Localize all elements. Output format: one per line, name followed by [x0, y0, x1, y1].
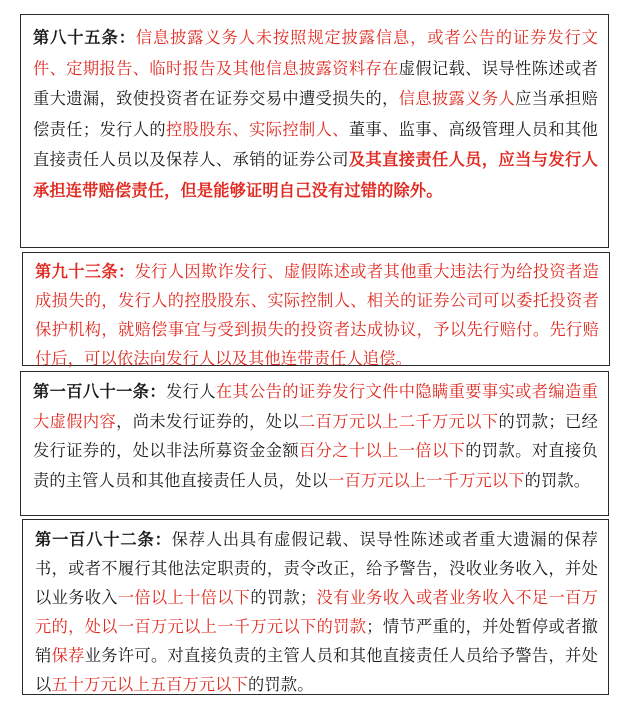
article-85-title: 第八十五条：: [33, 28, 136, 47]
article-text: 的罚款；已经发行证券的，处以非法所募资金金额: [33, 411, 599, 460]
article-text: 业务许可。对直接负责的主管人员和其他直接责任人员给予警告，并处以: [35, 646, 599, 694]
article-text: 的罚款。: [248, 675, 314, 694]
article-text: 一百万元以上一千万元以下: [327, 470, 525, 490]
article-text: 没有业务收入或者业务收入不足一百万元的，处以一百万元以上一千万元以下的罚款: [35, 588, 598, 636]
article-text: ；情节严重的，并处暂停或者撤销: [35, 617, 598, 665]
article-text: 一倍以上十倍以下: [117, 588, 251, 607]
article-text: 发行人: [166, 382, 216, 401]
article-text: 的罚款；: [250, 588, 317, 607]
article-85-box: [20, 14, 609, 248]
article-text: ，尚未发行证券的，处以: [116, 411, 299, 431]
article-181-title: 第一百八十一条：: [33, 382, 166, 401]
article-181-box: [20, 371, 609, 516]
article-text: 五十万元以上五百万元以下: [51, 675, 249, 694]
article-text: 应当承担赔偿责任；发行人的: [33, 89, 598, 139]
article-182-box: [22, 519, 609, 695]
article-text: 及其直接责任人员，应当与发行人承担连带赔偿责任，但是能够证明自己没有过错的除外。: [33, 150, 598, 200]
article-text: 董事、监事、高级管理人员和其他直接责任人员以及保荐人、承销的证券公司: [33, 119, 599, 169]
article-text: 的罚款。: [524, 470, 591, 490]
article-93-box: [22, 252, 610, 366]
article-text: 虚假记载、误导性陈述或者重大遗漏，致使投资者在证券交易中遭受损失的，: [33, 58, 598, 108]
article-text: 保荐: [51, 646, 85, 665]
article-text: 信息披露义务人: [398, 89, 516, 108]
article-text: 保荐人出具有虚假记载、误导性陈述或者重大遗漏的保荐书，或者不履行其他法定职责的，责令改正，给予警告，没收业务收入，并处以业务收入: [35, 530, 598, 607]
article-text: 的罚款。对直接负责的主管人员和其他直接责任人员，处以: [33, 441, 599, 490]
article-text: 百分之十以上一倍以下: [299, 441, 466, 460]
article-text: 发行人因欺诈发行、虚假陈述或者其他重大违法行为给投资者造成损失的，发行人的控股股东、实际控制人、相关的证券公司可以委托投资者保护机构，就赔偿事宜与受到损失的投资者达成协议，予以先行赔付。先行赔付后，可以依法向发行人以及其他连带责任人追偿。: [35, 262, 599, 368]
article-text: 控股股东、实际控制人、: [166, 119, 349, 139]
article-182-title: 第一百八十二条：: [35, 530, 172, 549]
article-text: 信息披露义务人未按照规定披露信息，或者公告的证券发行文件、定期报告、临时报告及其他信息披露资料存在: [33, 28, 599, 78]
article-text: 在其公告的证券发行文件中隐瞒重要事实或者编造重大虚假内容: [33, 382, 598, 431]
article-text: 二百万元以上二千万元以下: [299, 411, 499, 431]
article-93-title: 第九十三条：: [35, 262, 135, 281]
